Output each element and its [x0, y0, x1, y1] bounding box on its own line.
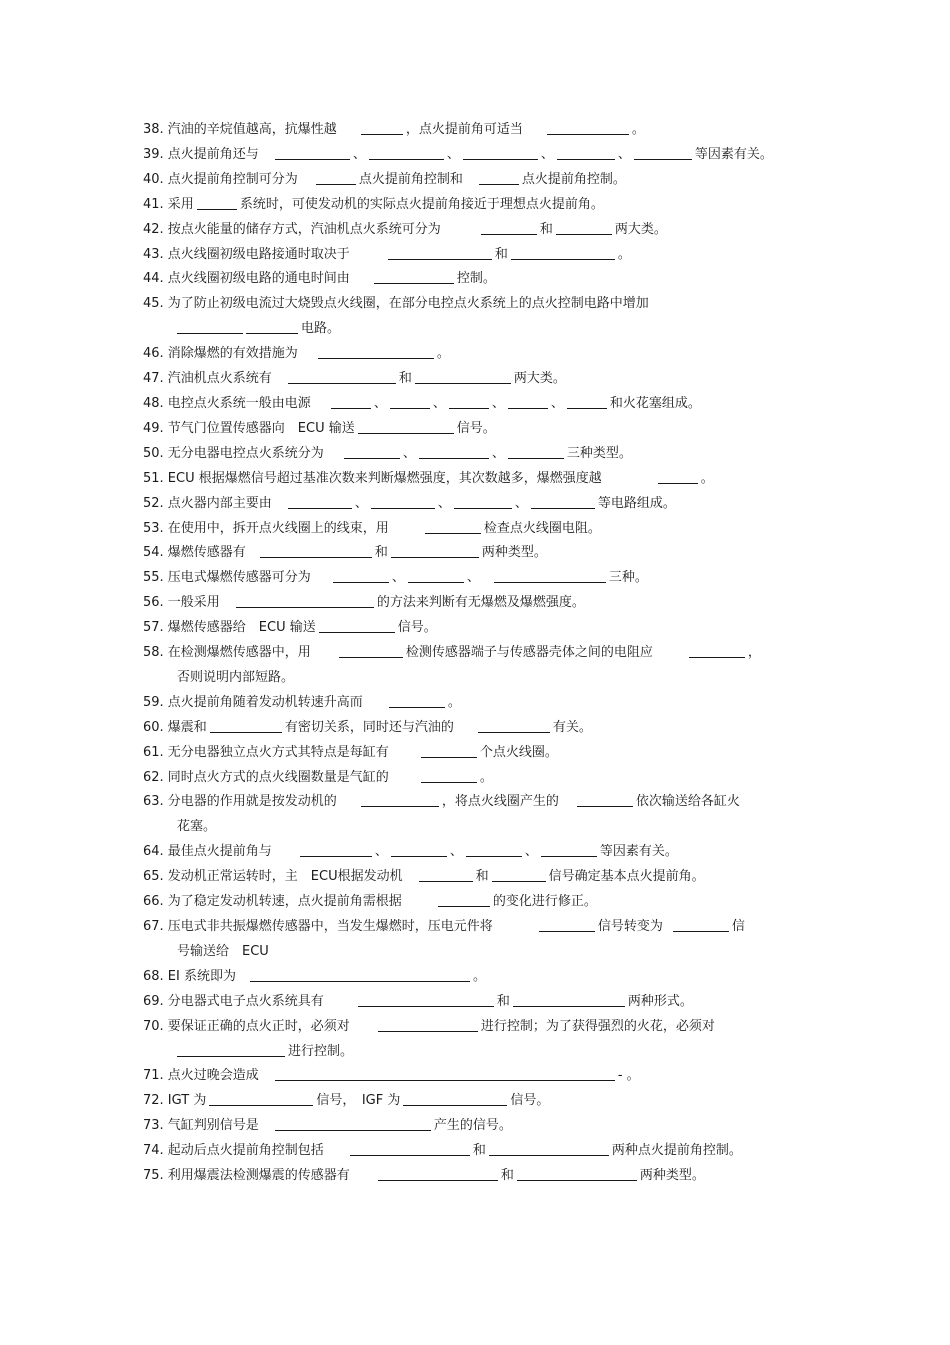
answer-blank[interactable] — [374, 269, 454, 284]
question-text: 和 — [539, 221, 553, 237]
question-text: 的变化进行修正。 — [492, 894, 597, 910]
answer-blank[interactable] — [319, 618, 395, 633]
answer-blank[interactable] — [388, 245, 492, 260]
question-text: 。 — [479, 769, 493, 785]
question-text: 43. 点火线圈初级电路接通时取决于 — [143, 246, 350, 262]
question-46 — [143, 342, 823, 367]
question-63 — [143, 790, 823, 815]
answer-blank[interactable] — [331, 394, 371, 409]
answer-blank[interactable] — [391, 842, 447, 857]
question-text: 62. 同时点火方式的点火线圈数量是气缸的 — [143, 769, 389, 785]
answer-blank[interactable] — [567, 394, 607, 409]
question-text: 个点火线圈。 — [479, 744, 558, 760]
question-text: ，点火提前角可适当 — [405, 122, 523, 137]
answer-blank[interactable] — [421, 743, 477, 758]
answer-blank[interactable] — [556, 220, 612, 235]
question-text: 。 — [631, 122, 645, 137]
answer-blank[interactable] — [361, 120, 403, 135]
question-text: 55. 压电式爆燃传感器可分为 — [143, 570, 311, 586]
answer-blank[interactable] — [415, 369, 511, 384]
question-text: 有关。 — [552, 719, 592, 735]
question-70-continued — [143, 1040, 823, 1065]
answer-blank[interactable] — [371, 494, 435, 509]
answer-blank[interactable] — [513, 992, 625, 1007]
question-70 — [143, 1015, 823, 1040]
question-text: 和 — [398, 371, 412, 387]
answer-blank[interactable] — [531, 494, 595, 509]
question-60 — [143, 716, 823, 741]
question-text: 等因素有关。 — [599, 844, 678, 860]
question-52 — [143, 492, 823, 517]
question-text: 等电路组成。 — [597, 495, 676, 511]
question-47 — [143, 367, 823, 392]
answer-blank[interactable] — [333, 568, 389, 583]
question-text: 、 — [391, 570, 405, 586]
question-45 — [143, 292, 823, 317]
question-text: 、 — [374, 844, 388, 860]
question-text: 和 — [472, 1143, 486, 1159]
question-text: 信 — [731, 919, 745, 934]
question-text: 信号， IGF 为 — [316, 1093, 401, 1109]
answer-blank[interactable] — [361, 792, 439, 807]
question-text: 74. 起动后点火提前角控制包括 — [143, 1143, 324, 1159]
answer-blank[interactable] — [547, 120, 629, 135]
question-text: 72. IGT 为 — [143, 1093, 207, 1109]
question-65 — [143, 865, 823, 890]
question-text: 65. 发动机正常运转时，主 ECU根据发动机 — [143, 869, 403, 885]
answer-blank[interactable] — [275, 1066, 615, 1081]
question-text: 49. 节气门位置传感器向 ECU 输送 — [143, 420, 355, 436]
question-text: ， — [747, 645, 761, 661]
question-text: 66. 为了稳定发动机转速，点火提前角需根据 — [143, 894, 402, 910]
question-text: 、 — [491, 445, 505, 461]
answer-blank[interactable] — [689, 643, 745, 658]
question-39 — [143, 143, 823, 168]
question-53 — [143, 517, 823, 542]
question-66 — [143, 890, 823, 915]
question-text: 58. 在检测爆燃传感器中，用 — [143, 645, 311, 661]
answer-blank[interactable] — [449, 394, 489, 409]
question-text: 、 — [352, 146, 366, 162]
question-text: 检测传感器端子与传感器壳体之间的电阻应 — [405, 645, 653, 661]
question-48 — [143, 392, 823, 417]
answer-blank[interactable] — [358, 419, 454, 434]
answer-blank[interactable] — [511, 245, 615, 260]
answer-blank[interactable] — [463, 145, 538, 160]
question-59 — [143, 691, 823, 716]
question-text: 、 — [514, 495, 528, 511]
answer-blank[interactable] — [508, 444, 564, 459]
question-text: 64. 最佳点火提前角与 — [143, 844, 272, 860]
answer-blank[interactable] — [344, 444, 400, 459]
question-text: 和火花塞组成。 — [609, 395, 701, 411]
question-41 — [143, 193, 823, 218]
question-text: 39. 点火提前角还与 — [143, 146, 259, 162]
question-text: 号输送给 ECU — [177, 943, 269, 959]
question-text: 进行控制。 — [288, 1043, 354, 1059]
question-74 — [143, 1139, 823, 1164]
answer-blank[interactable] — [318, 344, 434, 359]
question-text: 进行控制；为了获得强烈的火花，必须对 — [480, 1018, 715, 1034]
question-text: 、 — [617, 146, 631, 162]
question-44 — [143, 267, 823, 292]
question-text: 两种点火提前角控制。 — [611, 1143, 742, 1159]
answer-blank[interactable] — [378, 1166, 498, 1181]
question-text: 40. 点火提前角控制可分为 — [143, 171, 298, 187]
question-49 — [143, 417, 823, 442]
question-text: 三种。 — [608, 570, 648, 586]
exercise-sheet — [143, 118, 823, 1189]
question-text: 46. 消除爆燃的有效措施为 — [143, 346, 298, 362]
question-text: 、 — [446, 146, 460, 162]
question-text: 两种类型。 — [639, 1168, 705, 1184]
answer-blank[interactable] — [658, 469, 698, 484]
question-73 — [143, 1114, 823, 1139]
question-text: 、 — [354, 495, 368, 511]
question-text: 56. 一般采用 — [143, 595, 220, 611]
answer-blank[interactable] — [489, 1141, 609, 1156]
question-text: 、 — [432, 395, 446, 411]
question-58-continued — [143, 666, 823, 691]
question-text: 和 — [496, 993, 510, 1009]
question-58 — [143, 641, 823, 666]
question-text: 检查点火线圈电阻。 — [483, 520, 601, 536]
answer-blank[interactable] — [517, 1166, 637, 1181]
question-text: 花塞。 — [177, 819, 217, 835]
answer-blank[interactable] — [634, 145, 692, 160]
question-text: 。 — [436, 346, 450, 362]
question-text: 系统时，可使发动机的实际点火提前角接近于理想点火提前角。 — [239, 196, 604, 212]
question-text: 54. 爆燃传感器有 — [143, 545, 246, 561]
question-text: 有密切关系，同时还与汽油的 — [284, 719, 454, 735]
answer-blank[interactable] — [391, 543, 479, 558]
question-text: 44. 点火线圈初级电路的通电时间由 — [143, 271, 350, 287]
question-42 — [143, 218, 823, 243]
question-text: 、 — [449, 844, 463, 860]
question-62 — [143, 766, 823, 791]
answer-blank[interactable] — [408, 568, 464, 583]
question-text: ，将点火线圈产生的 — [441, 794, 559, 810]
question-text: 。 — [473, 968, 487, 984]
question-text: 两种形式。 — [627, 993, 693, 1009]
question-69 — [143, 990, 823, 1015]
question-text: 59. 点火提前角随着发动机转速升高而 — [143, 694, 363, 710]
answer-blank[interactable] — [288, 494, 352, 509]
answer-blank[interactable] — [389, 693, 445, 708]
question-text: 否则说明内部短路。 — [177, 669, 295, 685]
question-text: 的方法来判断有无爆燃及爆燃强度。 — [376, 595, 585, 611]
question-54 — [143, 541, 823, 566]
question-55 — [143, 566, 823, 591]
question-68 — [143, 965, 823, 990]
question-text: 。 — [617, 246, 631, 262]
answer-blank[interactable] — [508, 394, 548, 409]
answer-blank[interactable] — [403, 1091, 507, 1106]
answer-blank[interactable] — [275, 1116, 431, 1131]
answer-blank[interactable] — [481, 220, 537, 235]
question-40 — [143, 168, 823, 193]
question-64 — [143, 840, 823, 865]
question-67 — [143, 915, 823, 940]
answer-blank[interactable] — [390, 394, 430, 409]
question-72 — [143, 1089, 823, 1114]
answer-blank[interactable] — [300, 842, 372, 857]
question-67-continued — [143, 940, 823, 965]
answer-blank[interactable] — [557, 145, 615, 160]
question-text: 53. 在使用中，拆开点火线圈上的线束，用 — [143, 520, 389, 536]
question-51 — [143, 467, 823, 492]
answer-blank[interactable] — [479, 170, 519, 185]
question-text: 73. 气缸判别信号是 — [143, 1118, 259, 1134]
question-text: 信号转变为 — [597, 919, 663, 934]
question-57 — [143, 616, 823, 641]
question-text: 57. 爆燃传感器给 ECU 输送 — [143, 620, 316, 636]
answer-blank[interactable] — [378, 1017, 478, 1032]
answer-blank[interactable] — [425, 519, 481, 534]
question-text: 50. 无分电器电控点火系统分为 — [143, 445, 324, 461]
question-text: 信号确定基本点火提前角。 — [548, 869, 705, 885]
answer-blank[interactable] — [419, 867, 473, 882]
question-text: 、 — [466, 570, 480, 586]
question-text: 45. 为了防止初级电流过大烧毁点火线圈，在部分电控点火系统上的点火控制电路中增加 — [143, 296, 649, 312]
answer-blank[interactable] — [539, 917, 595, 932]
question-text: 61. 无分电器独立点火方式其特点是每缸有 — [143, 744, 389, 760]
question-text: 60. 爆震和 — [143, 719, 207, 735]
answer-blank[interactable] — [494, 568, 606, 583]
question-text: 和 — [500, 1168, 514, 1184]
question-text: 。 — [700, 470, 714, 486]
question-56 — [143, 591, 823, 616]
answer-blank[interactable] — [673, 917, 729, 932]
answer-blank[interactable] — [209, 1091, 313, 1106]
question-text: 67. 压电式非共振爆燃传感器中，当发生爆燃时，压电元件将 — [143, 919, 493, 934]
question-text: 、 — [373, 395, 387, 411]
question-text: 和 — [494, 246, 508, 262]
question-text: 依次输送给各缸火 — [635, 794, 740, 810]
question-text: 、 — [540, 146, 554, 162]
question-text: 42. 按点火能量的储存方式，汽油机点火系统可分为 — [143, 221, 441, 237]
question-text: 、 — [402, 445, 416, 461]
question-text: 。 — [447, 694, 461, 710]
question-61 — [143, 741, 823, 766]
answer-blank[interactable] — [250, 967, 470, 982]
answer-blank[interactable] — [177, 319, 243, 334]
answer-blank[interactable] — [421, 768, 477, 783]
question-text: 点火提前角控制。 — [521, 171, 626, 187]
question-text: 两大类。 — [513, 371, 566, 387]
question-text: 、 — [491, 395, 505, 411]
question-text: 63. 分电器的作用就是按发动机的 — [143, 794, 337, 810]
answer-blank[interactable] — [577, 792, 633, 807]
answer-blank[interactable] — [246, 319, 298, 334]
answer-blank[interactable] — [478, 718, 550, 733]
question-text: 和 — [475, 869, 489, 885]
question-text: 68. EI 系统即为 — [143, 968, 236, 984]
question-63-continued — [143, 815, 823, 840]
question-text: 信号。 — [456, 420, 496, 436]
answer-blank[interactable] — [358, 992, 494, 1007]
question-text: 点火提前角控制和 — [358, 171, 463, 187]
question-text: 75. 利用爆震法检测爆震的传感器有 — [143, 1168, 350, 1184]
question-38 — [143, 118, 823, 143]
answer-blank[interactable] — [236, 593, 374, 608]
question-text: 电路。 — [301, 321, 341, 337]
answer-blank[interactable] — [288, 369, 396, 384]
answer-blank[interactable] — [369, 145, 444, 160]
question-text: 70. 要保证正确的点火正时，必须对 — [143, 1018, 350, 1034]
question-text: 38. 汽油的辛烷值越高，抗爆性越 — [143, 122, 337, 137]
question-text: 和 — [374, 545, 388, 561]
answer-blank[interactable] — [350, 1141, 470, 1156]
question-text: 两大类。 — [614, 221, 667, 237]
answer-blank[interactable] — [419, 444, 489, 459]
question-text: 52. 点火器内部主要由 — [143, 495, 272, 511]
question-text: 69. 分电器式电子点火系统具有 — [143, 993, 324, 1009]
question-71 — [143, 1064, 823, 1089]
answer-blank[interactable] — [541, 842, 597, 857]
question-43 — [143, 243, 823, 268]
question-text: 、 — [550, 395, 564, 411]
question-text: 三种类型。 — [566, 445, 632, 461]
question-text: 产生的信号。 — [433, 1118, 512, 1134]
question-text: - 。 — [617, 1068, 640, 1084]
question-text: 71. 点火过晚会造成 — [143, 1068, 259, 1084]
question-text: 、 — [524, 844, 538, 860]
answer-blank[interactable] — [260, 543, 372, 558]
question-text: 两种类型。 — [481, 545, 547, 561]
answer-blank[interactable] — [210, 718, 282, 733]
question-text: 48. 电控点火系统一般由电源 — [143, 395, 311, 411]
question-text: 信号。 — [510, 1093, 550, 1109]
question-text: 51. ECU 根据爆燃信号超过基准次数来判断爆燃强度，其次数越多，爆燃强度越 — [143, 470, 602, 486]
answer-blank[interactable] — [316, 170, 356, 185]
question-text: 信号。 — [397, 620, 437, 636]
answer-blank[interactable] — [197, 195, 237, 210]
question-50 — [143, 442, 823, 467]
answer-blank[interactable] — [339, 643, 403, 658]
question-text: 、 — [437, 495, 451, 511]
answer-blank[interactable] — [466, 842, 522, 857]
question-text: 控制。 — [456, 271, 496, 287]
question-75 — [143, 1164, 823, 1189]
question-text: 41. 采用 — [143, 196, 194, 212]
answer-blank[interactable] — [492, 867, 546, 882]
question-text: 等因素有关。 — [694, 146, 773, 162]
answer-blank[interactable] — [275, 145, 350, 160]
question-45-continued — [143, 317, 823, 342]
question-text: 47. 汽油机点火系统有 — [143, 371, 272, 387]
answer-blank[interactable] — [177, 1042, 285, 1057]
answer-blank[interactable] — [454, 494, 512, 509]
answer-blank[interactable] — [438, 892, 490, 907]
